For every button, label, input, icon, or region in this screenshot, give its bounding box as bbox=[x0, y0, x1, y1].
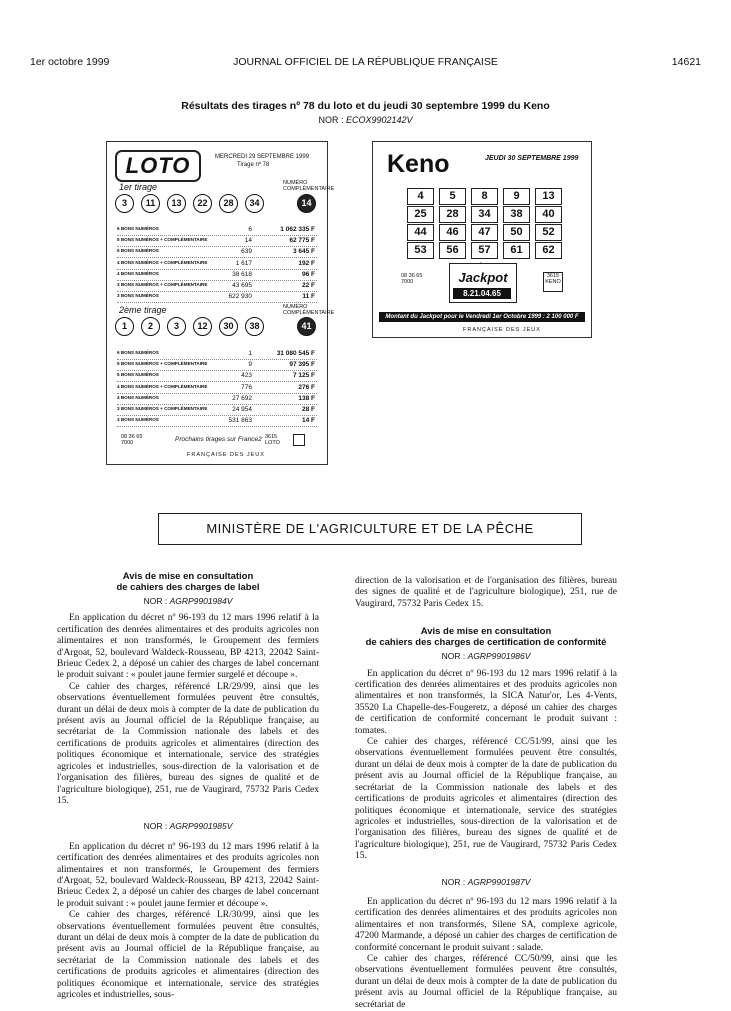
loto-ball: 13 bbox=[167, 194, 186, 213]
prize-amount: 14 F bbox=[301, 417, 315, 425]
keno-phone: 08 36 65 7000 bbox=[401, 273, 423, 285]
prize-amount: 97 395 F bbox=[289, 361, 315, 369]
keno-number-cell: 47 bbox=[471, 224, 498, 241]
keno-number-cell: 9 bbox=[503, 188, 530, 205]
right-section-heading-1: Avis de mise en consultation bbox=[420, 626, 552, 638]
loto-complementary-ball: 14 bbox=[297, 194, 316, 213]
keno-number-cell: 52 bbox=[535, 224, 562, 241]
prize-row bbox=[117, 384, 317, 394]
left-column bbox=[57, 571, 319, 1001]
prize-row bbox=[117, 361, 317, 371]
loto-ball: 3 bbox=[115, 194, 134, 213]
left-nor-1: NOR : AGRP9901984V bbox=[143, 596, 233, 606]
prize-amount: 96 F bbox=[301, 270, 315, 278]
prize-rank: 4 BONS NUMÉROS + COMPLÉMENTAIRE bbox=[117, 383, 208, 389]
prize-amount: 28 F bbox=[301, 406, 315, 413]
right-nor-2: NOR : AGRP9901987V bbox=[441, 876, 531, 887]
prize-count: 24 954 bbox=[232, 406, 252, 413]
left-paragraph-3: En application du décret nº 96-193 du 12 mars 1996 relatif à la certification des denrées alimentaires et des produits agricoles non alimentaires et non transformés, le Groupement des fermiers d'Argoat, 52, boulevard Waldeck-Rousseau, BP 4213, 22042 Saint-Brieuc Cedex 2, a déposé un cahier des charges de label concernant le produit suivant : « poulet jaune fermier et découpe ». bbox=[57, 841, 319, 909]
prize-count: 531 863 bbox=[228, 417, 252, 425]
prize-amount: 138 F bbox=[298, 394, 315, 402]
left-paragraph-1: En application du décret nº 96-193 du 12 mars 1996 relatif à la certification des denrées alimentaires et des produits agricoles non alimentaires et non transformés, le Groupement des fermiers d'Argoat, 52, boulevard Waldeck-Rousseau, BP 4213, 22042 Saint-Brieuc Cedex 2, a déposé un cahier des charges de label concernant le produit suivant : « poulet jaune fermier surgelé et découpe ». bbox=[57, 613, 319, 681]
keno-number-cell: 5 bbox=[439, 188, 466, 205]
loto-ball: 30 bbox=[219, 317, 238, 336]
keno-minitel: 3615 KENO bbox=[543, 272, 563, 292]
prize-row bbox=[117, 350, 317, 360]
loto-date: MERCREDI 29 SEPTEMBRE 1999 bbox=[215, 154, 310, 160]
keno-jackpot-amount-bar: Montant du Jackpot pour le Vendredi 1er Octobre 1999 : 2 100 000 F bbox=[379, 312, 585, 322]
left-nor-2: NOR : AGRP9901985V bbox=[143, 821, 233, 832]
prize-amount: 3 645 F bbox=[292, 248, 315, 256]
right-paragraph-0: direction de la valorisation et de l'organisation des filières, bureau des signes de qualité et de l'agriculture biologique), 251, rue de Vaugirard, 75732 Paris Cedex 15. bbox=[355, 576, 617, 609]
keno-number-cell: 25 bbox=[407, 206, 434, 223]
title-nor bbox=[0, 115, 731, 125]
right-nor-1-code: AGRP9901986V bbox=[467, 651, 531, 662]
prize-amount: 192 F bbox=[298, 259, 315, 267]
prize-count: 9 bbox=[248, 361, 252, 369]
left-section-heading-1: Avis de mise en consultation bbox=[122, 571, 254, 582]
keno-number-cell: 50 bbox=[503, 224, 530, 241]
header-date: 1er octobre 1999 bbox=[30, 56, 110, 68]
keno-number-cell: 46 bbox=[439, 224, 466, 241]
loto-results-box bbox=[106, 141, 335, 465]
keno-number-cell: 8 bbox=[471, 188, 498, 205]
prize-count: 1 617 bbox=[235, 259, 252, 267]
keno-number-cell: 4 bbox=[407, 188, 434, 205]
prize-rank: 4 BONS NUMÉROS bbox=[117, 270, 159, 276]
keno-number-cell: 62 bbox=[535, 242, 562, 259]
prize-rank: 4 BONS NUMÉROS bbox=[117, 394, 159, 400]
prize-amount: 11 F bbox=[302, 293, 315, 301]
keno-fdj: FRANÇAISE DES JEUX bbox=[463, 327, 541, 333]
prize-row bbox=[117, 271, 317, 281]
keno-number-cell: 28 bbox=[439, 206, 466, 223]
prize-rank: 3 BONS NUMÉROS + COMPLÉMENTAIRE bbox=[117, 282, 208, 287]
right-paragraph-1: En application du décret nº 96-193 du 12 mars 1996 relatif à la certification des denrées alimentaires et des produits agricoles non alimentaires et non transformés, la SICA Natur'or, Les 4-Vents, 35520 La Chapelle-des-Fougeretz, a déposé un cahier des charges de certification de conformité concernant le produit suivant : tomates. bbox=[355, 668, 617, 736]
right-nor-2-code: AGRP9901987V bbox=[467, 876, 531, 887]
prize-rank: 3 BONS NUMÉROS bbox=[117, 293, 159, 299]
prize-count: 27 692 bbox=[232, 394, 252, 402]
prize-count: 423 bbox=[241, 372, 252, 380]
keno-date: JEUDI 30 SEPTEMBRE 1999 bbox=[485, 155, 579, 162]
prize-row bbox=[117, 406, 317, 416]
loto-ball: 34 bbox=[245, 194, 264, 213]
prize-amount: 22 F bbox=[301, 282, 315, 289]
prize-row bbox=[117, 248, 317, 258]
page-title: Résultats des tirages nº 78 du loto et du jeudi 30 septembre 1999 du Keno bbox=[181, 100, 550, 112]
keno-number-cell: 57 bbox=[471, 242, 498, 259]
prize-count: 43 695 bbox=[232, 282, 252, 289]
keno-number-cell: 13 bbox=[535, 188, 562, 205]
right-section-heading-2: de cahiers des charges de certification de conformité bbox=[365, 637, 607, 649]
keno-number-cell: 61 bbox=[503, 242, 530, 259]
loto-draw1-label: 1er tirage bbox=[119, 182, 158, 192]
loto-ball: 11 bbox=[141, 194, 160, 213]
loto-footer-phone: 08 36 65 7000 bbox=[121, 434, 143, 446]
header-journal: JOURNAL OFFICIEL DE LA RÉPUBLIQUE FRANÇAISE bbox=[233, 56, 498, 68]
loto-footer-next: Prochains tirages sur France2 bbox=[175, 436, 262, 443]
prize-count: 622 930 bbox=[228, 293, 252, 301]
loto-ball: 1 bbox=[115, 317, 134, 336]
prize-amount: 1 062 335 F bbox=[280, 226, 315, 233]
keno-number-cell: 40 bbox=[535, 206, 562, 223]
prize-rank: 5 BONS NUMÉROS + COMPLÉMENTAIRE bbox=[117, 361, 208, 367]
prize-amount: 7 125 F bbox=[292, 372, 315, 380]
loto-compl-label-1: NUMÉRO COMPLÉMENTAIRE bbox=[283, 180, 335, 192]
loto-ball: 12 bbox=[193, 317, 212, 336]
keno-number-cell: 38 bbox=[503, 206, 530, 223]
loto-footer-fdj: FRANÇAISE DES JEUX bbox=[187, 452, 265, 458]
left-nor-2-code: AGRP9901985V bbox=[169, 821, 233, 832]
keno-logo: Keno bbox=[387, 150, 450, 178]
prize-rank: 5 BONS NUMÉROS bbox=[117, 372, 159, 378]
minitel-icon bbox=[293, 434, 305, 446]
right-nor-1: NOR : AGRP9901986V bbox=[441, 651, 531, 662]
prize-count: 1 bbox=[248, 350, 252, 357]
keno-number-cell: 56 bbox=[439, 242, 466, 259]
keno-number-cell: 34 bbox=[471, 206, 498, 223]
loto-ball: 38 bbox=[245, 317, 264, 336]
prize-amount: 276 F bbox=[298, 383, 315, 391]
loto-compl-label-2: NUMÉRO COMPLÉMENTAIRE bbox=[283, 304, 335, 316]
prize-amount: 62 775 F bbox=[289, 237, 315, 245]
prize-count: 6 bbox=[248, 226, 252, 233]
right-paragraph-4: Ce cahier des charges, référencé CC/50/99, ainsi que les observations éventuellement formulées peuvent être consultés, durant un délai de deux mois à compter de la date de publication du présent avis au Journal officiel de la République française, au secrétariat de bbox=[355, 953, 617, 1010]
loto-ball: 3 bbox=[167, 317, 186, 336]
prize-rank: 6 BONS NUMÉROS bbox=[117, 350, 159, 355]
prize-row bbox=[117, 282, 317, 292]
keno-number-cell: 44 bbox=[407, 224, 434, 241]
prize-row bbox=[117, 260, 317, 270]
loto-footer-minitel: 3615 LOTO bbox=[265, 434, 280, 446]
prize-rank: 5 BONS NUMÉROS + COMPLÉMENTAIRE bbox=[117, 237, 208, 243]
prize-rank: 3 BONS NUMÉROS bbox=[117, 417, 159, 423]
keno-jackpot-panel bbox=[449, 263, 517, 303]
prize-rank: 6 BONS NUMÉROS bbox=[117, 226, 159, 231]
prize-count: 14 bbox=[244, 237, 252, 245]
prize-row bbox=[117, 372, 317, 382]
right-paragraph-3: En application du décret nº 96-193 du 12 mars 1996 relatif à la certification des denrées alimentaires et des produits agricoles non alimentaires et non transformés, Silene SA, complexe agricole, 47200 Marmande, a déposé un cahier des charges de certification de conformité concernant le produit suivant : salade. bbox=[355, 896, 617, 953]
prize-count: 38 618 bbox=[232, 270, 252, 278]
left-nor-1-code: AGRP9901984V bbox=[169, 596, 233, 606]
prize-rank: 4 BONS NUMÉROS + COMPLÉMENTAIRE bbox=[117, 259, 208, 265]
keno-number-cell: 53 bbox=[407, 242, 434, 259]
prize-count: 639 bbox=[241, 248, 252, 256]
loto-complementary-ball: 41 bbox=[297, 317, 316, 336]
left-paragraph-4: Ce cahier des charges, référencé LR/30/99, ainsi que les observations éventuellement formulées peuvent être consultés, durant un délai de deux mois à compter de la date de publication du présent avis au Journal officiel de la République française, au secrétariat de la Commission nationale des labels et des certifications de produits agricoles et alimentaires (direction des politiques économique et internationale, service des stratégies agricoles et industrielles, sous- bbox=[57, 910, 319, 1000]
loto-logo: LOTO bbox=[115, 150, 201, 182]
loto-ball: 22 bbox=[193, 194, 212, 213]
keno-results-box bbox=[372, 141, 592, 338]
header-page-number: 14621 bbox=[671, 56, 701, 68]
ministry-banner: MINISTÈRE DE L'AGRICULTURE ET DE LA PÊCHE bbox=[158, 513, 582, 545]
prize-count: 776 bbox=[241, 383, 252, 391]
loto-ball: 28 bbox=[219, 194, 238, 213]
right-column bbox=[355, 576, 617, 1011]
prize-row bbox=[117, 293, 317, 303]
keno-jackpot-number: 8.21.04.65 bbox=[453, 288, 511, 299]
keno-jackpot-word: Jackpot bbox=[458, 270, 508, 285]
left-section-heading-2: de cahiers des charges de label bbox=[116, 582, 260, 593]
prize-rank: 3 BONS NUMÉROS + COMPLÉMENTAIRE bbox=[117, 406, 208, 411]
loto-ball: 2 bbox=[141, 317, 160, 336]
right-paragraph-2: Ce cahier des charges, référencé CC/51/99, ainsi que les observations éventuellement formulées peuvent être consultés, durant un délai de deux mois à compter de la date de publication du présent avis au Journal officiel de la République française, au secrétariat de la Commission nationale des labels et des certifications de produits agricoles et alimentaires (direction des politiques économique et internationale, service des stratégies agricoles et industrielles, sous-direction de la valorisation et de l'organisation des filières, bureau des signes de qualité et de l'agriculture biologique), 251, rue de Vaugirard, 75732 Paris Cedex 15. bbox=[355, 737, 617, 862]
prize-rank: 5 BONS NUMÉROS bbox=[117, 248, 159, 254]
prize-amount: 31 080 545 F bbox=[276, 350, 315, 357]
left-paragraph-2: Ce cahier des charges, référencé LR/29/99, ainsi que les observations éventuellement formulées peuvent être consultés, durant un délai de deux mois à compter de la date de publication du présent avis au Journal officiel de la République française, au secrétariat de la Commission nationale des labels et des certifications de produits agricoles et alimentaires (direction des politiques économique et internationale, service des stratégies agricoles et industrielles, sous-direction de la valorisation et de l'organisation des filières, bureau des signes de qualité et de l'agriculture biologique), 251, rue de Vaugirard, 75732 Paris Cedex 15. bbox=[57, 681, 319, 806]
prize-row bbox=[117, 417, 317, 427]
nor-label: NOR : bbox=[318, 115, 344, 125]
prize-row bbox=[117, 237, 317, 247]
loto-draw2-label: 2ème tirage bbox=[119, 305, 167, 315]
nor-code: ECOX9902142V bbox=[345, 115, 413, 125]
loto-tirage-no: Tirage nº 78 bbox=[237, 162, 270, 168]
prize-row bbox=[117, 395, 317, 405]
prize-row bbox=[117, 226, 317, 236]
